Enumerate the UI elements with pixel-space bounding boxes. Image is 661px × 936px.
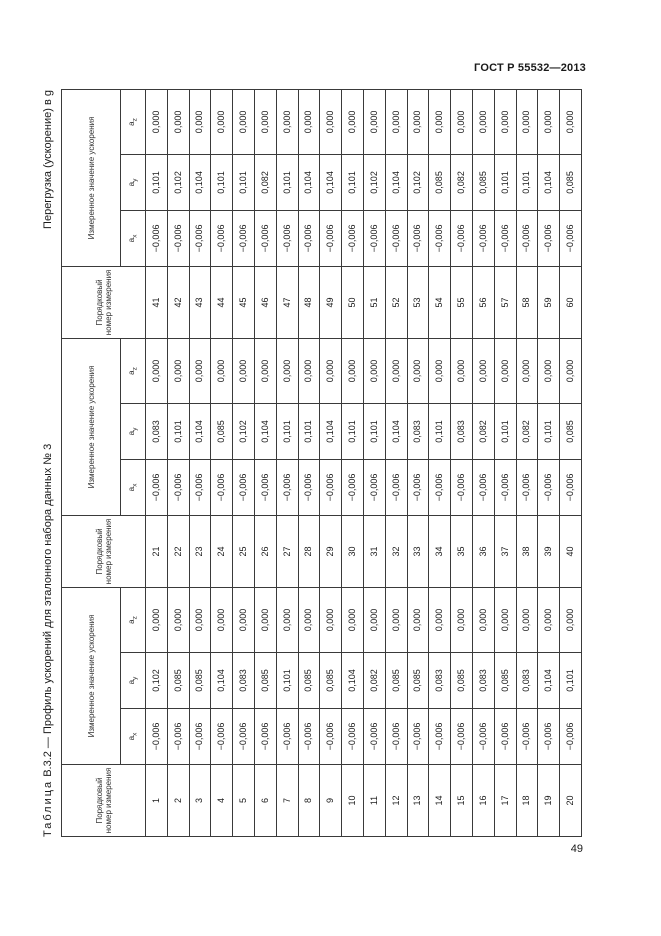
table-row [516,89,538,836]
cell-ax: −0,006 [189,210,211,266]
cell-ax: −0,006 [560,210,582,266]
col-az-header: $a_z$ [121,338,146,403]
cell-az: 0,000 [451,338,473,403]
cell-ax: −0,006 [429,459,451,515]
cell-ay: 0,085 [211,403,233,459]
cell-index: 57 [494,266,516,338]
cell-index: 59 [538,266,560,338]
col-az-header: $a_z$ [121,587,146,652]
col-ax-header: $a_x$ [121,459,146,515]
cell-index: 21 [146,515,168,587]
cell-index: 44 [211,266,233,338]
cell-index: 34 [429,515,451,587]
cell-az: 0,000 [254,587,276,652]
cell-ax: −0,006 [538,709,560,765]
cell-ay: 0,102 [407,154,429,210]
cell-az: 0,000 [320,338,342,403]
cell-index: 1 [146,765,168,837]
cell-index: 35 [451,515,473,587]
cell-ax: −0,006 [560,709,582,765]
cell-index: 9 [320,765,342,837]
cell-ay: 0,082 [363,653,385,709]
cell-ay: 0,104 [385,403,407,459]
cell-ax: −0,006 [385,459,407,515]
cell-ax: −0,006 [494,459,516,515]
cell-ax: −0,006 [363,459,385,515]
cell-ax: −0,006 [407,709,429,765]
cell-az: 0,000 [385,338,407,403]
cell-index: 22 [167,515,189,587]
cell-az: 0,000 [538,587,560,652]
col-ax-header: $a_x$ [121,709,146,765]
cell-az: 0,000 [472,587,494,652]
cell-index: 17 [494,765,516,837]
cell-ax: −0,006 [189,459,211,515]
cell-index: 37 [494,515,516,587]
cell-ax: −0,006 [254,210,276,266]
cell-ay: 0,101 [298,403,320,459]
cell-ax: −0,006 [451,210,473,266]
table-row [320,89,342,836]
cell-ay: 0,083 [146,403,168,459]
col-measured-header: Измеренное значение ускорения [62,587,121,764]
cell-ax: −0,006 [146,210,168,266]
cell-az: 0,000 [407,587,429,652]
cell-az: 0,000 [146,89,168,154]
table-row [494,89,516,836]
table-row [233,89,255,836]
cell-ay: 0,085 [298,653,320,709]
acceleration-profile-table [61,89,582,837]
cell-index: 29 [320,515,342,587]
landscape-content [42,90,587,837]
cell-ay: 0,104 [320,403,342,459]
cell-az: 0,000 [342,338,364,403]
cell-az: 0,000 [320,587,342,652]
cell-ay: 0,101 [146,154,168,210]
cell-ax: −0,006 [363,210,385,266]
col-index-header: Порядковый номер измерения [62,266,146,338]
table-body [146,89,582,836]
cell-ay: 0,104 [385,154,407,210]
cell-ax: −0,006 [167,459,189,515]
cell-index: 39 [538,515,560,587]
cell-ax: −0,006 [233,459,255,515]
cell-ax: −0,006 [146,709,168,765]
cell-ay: 0,083 [233,653,255,709]
cell-ax: −0,006 [233,709,255,765]
col-ay-header: $a_y$ [121,403,146,459]
cell-az: 0,000 [494,587,516,652]
cell-index: 43 [189,266,211,338]
cell-index: 11 [363,765,385,837]
cell-az: 0,000 [167,587,189,652]
cell-az: 0,000 [233,338,255,403]
cell-ax: −0,006 [472,210,494,266]
cell-ax: −0,006 [320,459,342,515]
cell-ay: 0,102 [167,154,189,210]
table-row [254,89,276,836]
cell-ay: 0,104 [538,154,560,210]
cell-az: 0,000 [516,587,538,652]
cell-index: 3 [189,765,211,837]
cell-ay: 0,101 [516,154,538,210]
col-measured-header: Измеренное значение ускорения [62,338,121,515]
caption-text: В.3.2 — Профиль ускорений для эталонного набора данных № 3 [42,443,54,780]
cell-ay: 0,085 [472,154,494,210]
cell-ay: 0,085 [167,653,189,709]
rotated-table-area [42,90,587,837]
cell-az: 0,000 [233,89,255,154]
cell-az: 0,000 [211,587,233,652]
cell-ax: −0,006 [451,459,473,515]
cell-ay: 0,085 [189,653,211,709]
cell-ax: −0,006 [211,210,233,266]
cell-ax: −0,006 [211,709,233,765]
cell-az: 0,000 [385,89,407,154]
cell-az: 0,000 [146,338,168,403]
cell-index: 7 [276,765,298,837]
cell-az: 0,000 [298,338,320,403]
cell-ax: −0,006 [342,459,364,515]
cell-az: 0,000 [429,587,451,652]
page-number: 49 [570,843,583,855]
cell-az: 0,000 [516,338,538,403]
cell-ay: 0,085 [254,653,276,709]
cell-ay: 0,104 [189,403,211,459]
cell-index: 51 [363,266,385,338]
table-row [211,89,233,836]
cell-az: 0,000 [276,338,298,403]
cell-az: 0,000 [494,89,516,154]
cell-az: 0,000 [363,89,385,154]
cell-ax: −0,006 [451,709,473,765]
cell-index: 25 [233,515,255,587]
cell-index: 13 [407,765,429,837]
cell-index: 12 [385,765,407,837]
cell-ay: 0,101 [342,403,364,459]
cell-index: 23 [189,515,211,587]
cell-ax: −0,006 [494,709,516,765]
cell-index: 16 [472,765,494,837]
cell-ay: 0,083 [451,403,473,459]
cell-ay: 0,082 [516,403,538,459]
cell-ax: −0,006 [407,210,429,266]
cell-ay: 0,104 [342,653,364,709]
cell-ax: −0,006 [385,210,407,266]
cell-ay: 0,083 [516,653,538,709]
cell-ax: −0,006 [516,459,538,515]
cell-az: 0,000 [472,338,494,403]
cell-index: 5 [233,765,255,837]
cell-ax: −0,006 [320,709,342,765]
table-row [342,89,364,836]
cell-index: 54 [429,266,451,338]
cell-ax: −0,006 [320,210,342,266]
cell-ay: 0,085 [429,154,451,210]
cell-az: 0,000 [538,338,560,403]
cell-index: 33 [407,515,429,587]
cell-index: 40 [560,515,582,587]
cell-az: 0,000 [189,587,211,652]
cell-az: 0,000 [320,89,342,154]
cell-ay: 0,104 [189,154,211,210]
cell-az: 0,000 [167,89,189,154]
table-row [298,89,320,836]
cell-ax: −0,006 [233,210,255,266]
cell-ax: −0,006 [538,210,560,266]
cell-ay: 0,101 [363,403,385,459]
cell-ay: 0,083 [407,403,429,459]
cell-ax: −0,006 [494,210,516,266]
cell-az: 0,000 [429,338,451,403]
cell-ay: 0,102 [233,403,255,459]
cell-index: 38 [516,515,538,587]
unit-note: Перегрузка (ускорение) в g [42,90,54,229]
cell-ax: −0,006 [342,709,364,765]
cell-ax: −0,006 [254,459,276,515]
cell-ax: −0,006 [516,709,538,765]
cell-az: 0,000 [363,338,385,403]
cell-ax: −0,006 [146,459,168,515]
cell-az: 0,000 [211,89,233,154]
cell-az: 0,000 [385,587,407,652]
col-ax-header: $a_x$ [121,210,146,266]
cell-az: 0,000 [560,587,582,652]
cell-az: 0,000 [407,338,429,403]
cell-ax: −0,006 [254,709,276,765]
cell-ax: −0,006 [363,709,385,765]
cell-ay: 0,085 [494,653,516,709]
cell-ay: 0,104 [320,154,342,210]
cell-ax: −0,006 [342,210,364,266]
cell-ax: −0,006 [167,210,189,266]
cell-index: 42 [167,266,189,338]
cell-ay: 0,101 [276,653,298,709]
cell-ay: 0,085 [560,403,582,459]
cell-az: 0,000 [363,587,385,652]
cell-ax: −0,006 [276,459,298,515]
col-index-header: Порядковый номер измерения [62,765,146,837]
cell-ax: −0,006 [167,709,189,765]
cell-ax: −0,006 [538,459,560,515]
cell-ax: −0,006 [211,459,233,515]
cell-index: 31 [363,515,385,587]
cell-ay: 0,101 [167,403,189,459]
cell-ax: −0,006 [429,210,451,266]
cell-az: 0,000 [516,89,538,154]
cell-ay: 0,104 [211,653,233,709]
table-row [538,89,560,836]
cell-az: 0,000 [560,89,582,154]
cell-index: 2 [167,765,189,837]
cell-ay: 0,085 [320,653,342,709]
col-measured-header: Измеренное значение ускорения [62,89,121,266]
table-row [363,89,385,836]
cell-az: 0,000 [472,89,494,154]
cell-az: 0,000 [276,587,298,652]
cell-az: 0,000 [189,89,211,154]
table-row [146,89,168,836]
col-ay-header: $a_y$ [121,653,146,709]
cell-index: 50 [342,266,364,338]
cell-ay: 0,101 [494,403,516,459]
cell-ay: 0,085 [560,154,582,210]
cell-ax: −0,006 [407,459,429,515]
cell-index: 32 [385,515,407,587]
cell-index: 56 [472,266,494,338]
cell-ax: −0,006 [298,210,320,266]
cell-az: 0,000 [451,89,473,154]
cell-az: 0,000 [342,587,364,652]
cell-az: 0,000 [276,89,298,154]
cell-az: 0,000 [407,89,429,154]
cell-ay: 0,101 [560,653,582,709]
table-row [451,89,473,836]
table-row [276,89,298,836]
cell-ay: 0,101 [233,154,255,210]
cell-ay: 0,101 [494,154,516,210]
cell-index: 41 [146,266,168,338]
cell-index: 60 [560,266,582,338]
cell-ax: −0,006 [298,459,320,515]
cell-ay: 0,101 [342,154,364,210]
cell-az: 0,000 [167,338,189,403]
cell-ay: 0,085 [451,653,473,709]
cell-ax: −0,006 [472,459,494,515]
col-ay-header: $a_y$ [121,154,146,210]
cell-az: 0,000 [298,89,320,154]
cell-ay: 0,082 [472,403,494,459]
caption-prefix: Таблица [42,779,54,837]
table-row [407,89,429,836]
table-row [167,89,189,836]
cell-index: 52 [385,266,407,338]
cell-index: 18 [516,765,538,837]
table-header-row [62,89,121,836]
cell-ay: 0,104 [298,154,320,210]
cell-ay: 0,083 [472,653,494,709]
table-row [560,89,582,836]
col-index-header: Порядковый номер измерения [62,515,146,587]
cell-index: 28 [298,515,320,587]
cell-index: 47 [276,266,298,338]
table-caption [42,444,54,837]
cell-ay: 0,085 [407,653,429,709]
cell-ax: −0,006 [276,709,298,765]
cell-az: 0,000 [254,338,276,403]
cell-ay: 0,085 [385,653,407,709]
cell-az: 0,000 [451,587,473,652]
cell-index: 45 [233,266,255,338]
cell-index: 10 [342,765,364,837]
cell-index: 53 [407,266,429,338]
cell-ay: 0,104 [254,403,276,459]
cell-az: 0,000 [560,338,582,403]
cell-az: 0,000 [233,587,255,652]
cell-ay: 0,101 [211,154,233,210]
document-standard-header: ГОСТ Р 55532—2013 [474,62,586,74]
table-subheader-row [121,89,146,836]
cell-index: 26 [254,515,276,587]
cell-index: 36 [472,515,494,587]
cell-ay: 0,083 [429,653,451,709]
cell-ay: 0,082 [254,154,276,210]
cell-index: 55 [451,266,473,338]
table-row [385,89,407,836]
cell-ax: −0,006 [560,459,582,515]
cell-ax: −0,006 [516,210,538,266]
cell-ax: −0,006 [189,709,211,765]
cell-ax: −0,006 [276,210,298,266]
col-az-header: $a_z$ [121,89,146,154]
cell-ay: 0,102 [363,154,385,210]
cell-index: 24 [211,515,233,587]
table-row [429,89,451,836]
cell-ay: 0,101 [276,403,298,459]
cell-index: 4 [211,765,233,837]
cell-ay: 0,102 [146,653,168,709]
table-row [189,89,211,836]
cell-ax: −0,006 [298,709,320,765]
table-row [472,89,494,836]
cell-index: 15 [451,765,473,837]
cell-az: 0,000 [211,338,233,403]
cell-index: 48 [298,266,320,338]
cell-az: 0,000 [429,89,451,154]
cell-ay: 0,104 [538,653,560,709]
cell-az: 0,000 [298,587,320,652]
cell-index: 8 [298,765,320,837]
cell-az: 0,000 [538,89,560,154]
cell-index: 30 [342,515,364,587]
cell-index: 6 [254,765,276,837]
cell-az: 0,000 [254,89,276,154]
cell-index: 46 [254,266,276,338]
cell-ay: 0,082 [451,154,473,210]
cell-ax: −0,006 [429,709,451,765]
cell-index: 49 [320,266,342,338]
cell-index: 58 [516,266,538,338]
cell-az: 0,000 [494,338,516,403]
cell-index: 19 [538,765,560,837]
cell-az: 0,000 [342,89,364,154]
cell-index: 14 [429,765,451,837]
cell-ay: 0,101 [276,154,298,210]
cell-index: 20 [560,765,582,837]
cell-ay: 0,101 [538,403,560,459]
cell-az: 0,000 [189,338,211,403]
cell-ax: −0,006 [472,709,494,765]
cell-index: 27 [276,515,298,587]
cell-ax: −0,006 [385,709,407,765]
cell-ay: 0,101 [429,403,451,459]
cell-az: 0,000 [146,587,168,652]
